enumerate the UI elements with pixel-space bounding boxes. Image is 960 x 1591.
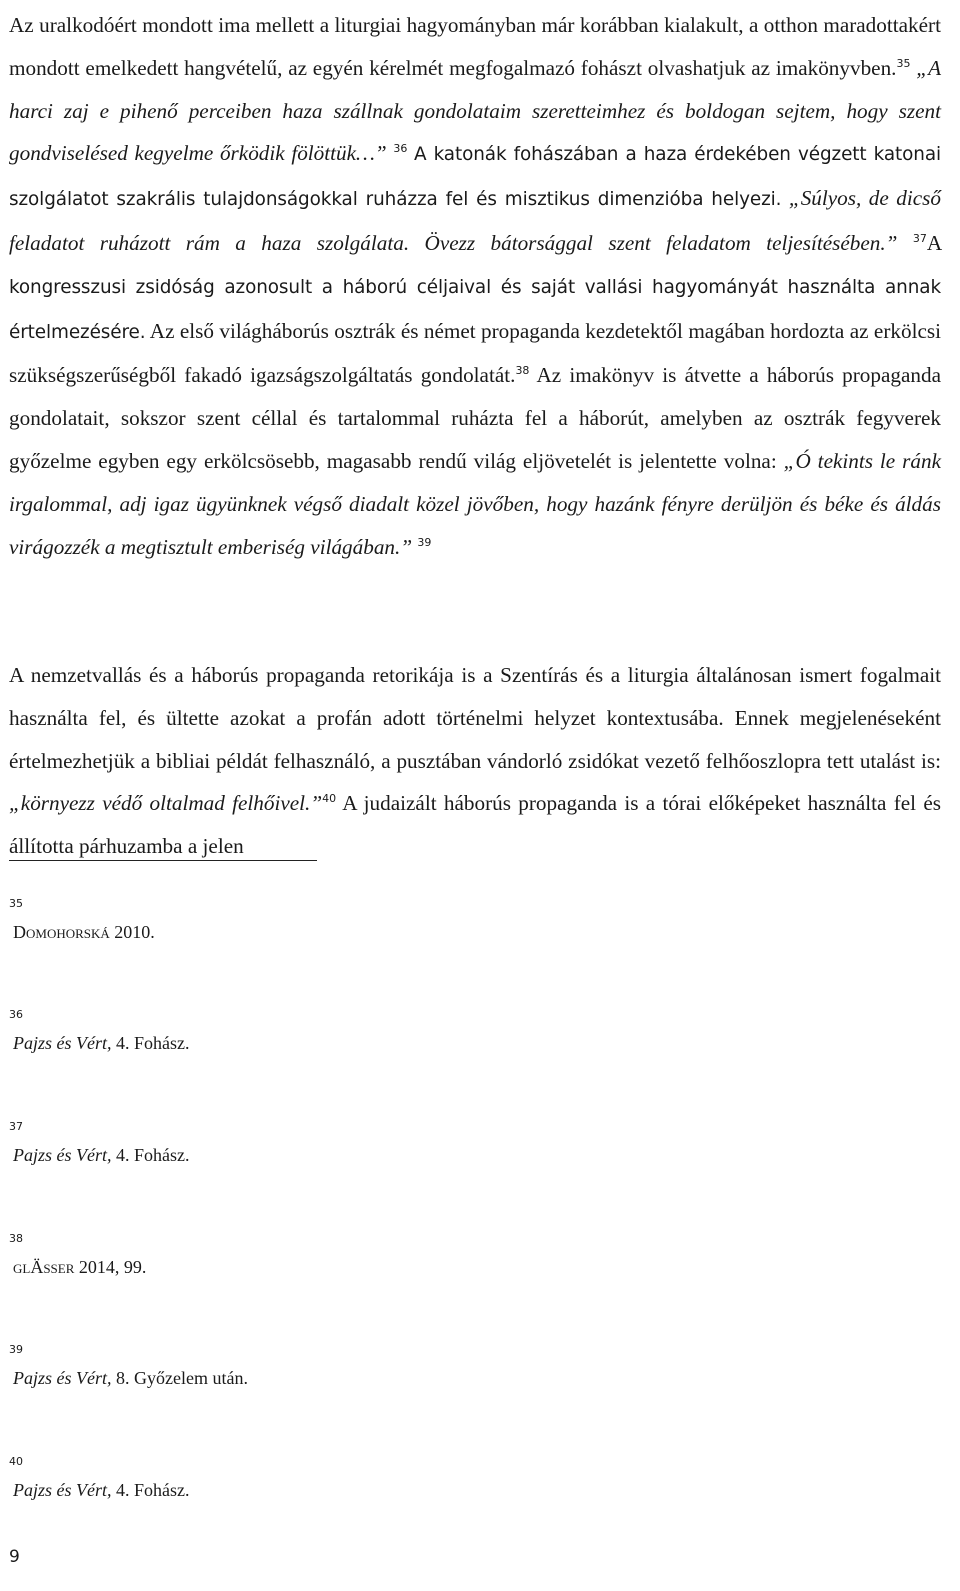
footnote-37	[9, 1120, 609, 1166]
footnote-text	[13, 1032, 609, 1054]
footnote-detail: 2014, 99.	[74, 1257, 147, 1277]
footnote-ref-37[interactable]: 37	[912, 231, 927, 245]
text-segment: A nemzetvallás és a háborús propaganda retorikája is a Szentírás és a liturgia általánosan ismert fogalmait használta fel, és ültette azokat a profán adott történelmi helyzet kontextusába. Ennek megjelenéseként értelmezhetjük a bibliai példát felhasználó, a pusztában vándorló zsidókat vezető felhőoszlopra tett utalást is:	[9, 663, 941, 773]
text-segment: Az első világháborús osztrák és német propaganda kezdetektől magában hordozta az erkölcsi szükségszerűségből fakadó igazságszolgáltatás gondolatát.	[9, 318, 941, 388]
footnote-number: 35	[9, 897, 23, 910]
footnote-detail: 8. Győzelem után.	[111, 1368, 248, 1388]
footnote-text	[13, 1479, 609, 1501]
footnote-39	[9, 1343, 609, 1389]
footnote-ref-36[interactable]: 36	[393, 142, 408, 156]
footnote-36	[9, 1008, 609, 1054]
quote-segment: „Ó tekints le ránk irgalommal, adj igaz ügyünknek végső diadalt közel jövőben, hogy hazánk fényre derüljön és béke és áldás virágozzék a megtisztult emberiség világában.”	[9, 448, 941, 559]
footnote-35	[9, 897, 609, 943]
footnote-title: Pajzs és Vért,	[13, 1368, 112, 1388]
footnote-detail: 4. Fohász.	[111, 1033, 190, 1053]
text-segment: A judaizált háborús propaganda is a tórai előképeket használta fel és állította párhuzamba a jelen	[9, 791, 941, 859]
footnote-text	[13, 1144, 609, 1166]
text-segment: A	[926, 230, 941, 255]
footnote-detail: 4. Fohász.	[111, 1480, 190, 1500]
footnote-author: Domohorská	[13, 922, 110, 942]
footnote-title: Pajzs és Vért,	[13, 1480, 112, 1500]
footnote-detail: 4. Fohász.	[111, 1145, 190, 1165]
footnote-ref-35[interactable]: 35	[896, 56, 911, 70]
quote-segment: „A harci zaj e pihenő perceiben haza szállnak gondolataim szeretteimhez és boldogan sejtem, hogy szent gondviselésed kegyelme őrködik fölöttük…”	[9, 55, 942, 166]
page-number: 9	[9, 1547, 20, 1567]
footnote-title: Pajzs és Vért,	[13, 1145, 112, 1165]
footnote-author: glÄsser	[13, 1257, 75, 1277]
footnote-text	[13, 1367, 609, 1389]
footnote-40	[9, 1455, 609, 1501]
footnote-ref-40[interactable]: 40	[322, 792, 337, 806]
footnote-number: 40	[9, 1455, 23, 1468]
body-paragraph-1	[9, 4, 941, 568]
footnote-ref-38[interactable]: 38	[515, 364, 530, 378]
footnote-number: 37	[9, 1120, 23, 1133]
footnote-detail: 2010.	[109, 922, 155, 942]
footnote-text	[13, 1256, 609, 1278]
footnote-separator	[9, 860, 317, 861]
footnote-ref-39[interactable]: 39	[417, 535, 432, 549]
body-paragraph-2	[9, 654, 941, 868]
footnote-number: 38	[9, 1232, 23, 1245]
quote-segment: „Súlyos, de dicső feladatot ruházott rám a haza szolgálata. Övezz bátorsággal szent feladatom teljesítésében.”	[9, 186, 942, 255]
footnote-number: 39	[9, 1343, 23, 1356]
footnote-text	[13, 921, 609, 943]
footnote-number: 36	[9, 1008, 23, 1021]
quote-segment: „környezz védő oltalmad felhőivel.”	[9, 791, 323, 816]
text-segment: Az uralkodóért mondott ima mellett a liturgiai hagyományban már korábban kialakult, a otthon maradottakért mondott emelkedett hangvételű, az egyén kérelmét megfogalmazó fohászt olvashatjuk az imakönyvben.	[9, 13, 941, 80]
text-segment: Az imakönyv is átvette a háborús propaganda gondolatait, sokszor szent céllal és tartalommal ruházta fel a háborút, amelyben az osztrák fegyverek győzelme egyben egy erkölcsösebb, magasabb rendű világ eljövetelét is jelentette volna:	[9, 363, 941, 473]
footnote-title: Pajzs és Vért,	[13, 1033, 112, 1053]
text-segment: A katonák fohászában a haza érdekében végzett katonai szolgálatot szakrális tulajdonságokkal ruházza fel és misztikus dimenzióba helyezi.	[9, 144, 942, 211]
text-segment: kongresszusi zsidóság azonosult a háború céljaival és saját vallási hagyományát használta annak értelmezésére.	[9, 276, 941, 343]
footnote-38	[9, 1232, 609, 1278]
